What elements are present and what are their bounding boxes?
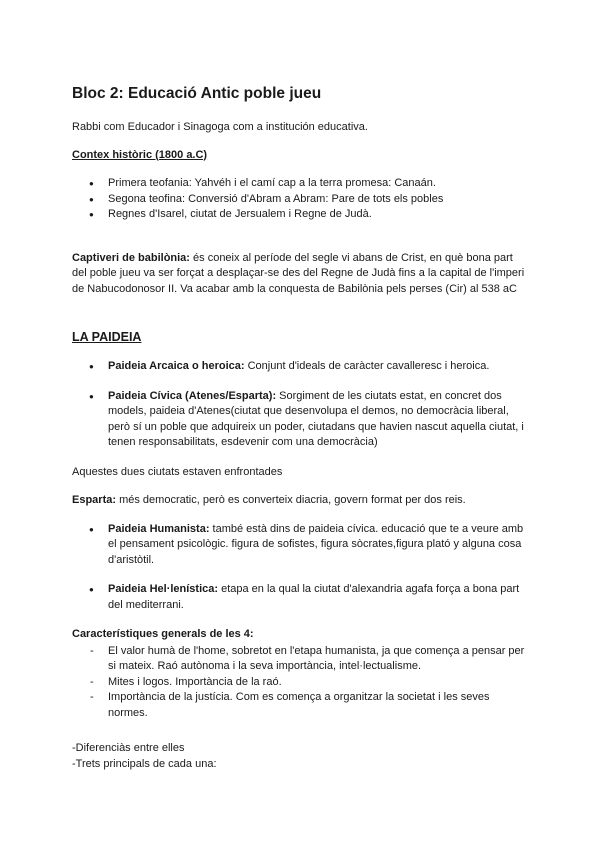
list-item xyxy=(72,359,530,375)
item-text: també està dins de paideia cívica. educació que te a veure amb el pensament psicològic. figura de sofistes, figura sòcrates,figura plató y alguna cosa d'aristòtil. xyxy=(108,522,524,566)
item-label: Paideia Hel·lenística: xyxy=(108,583,219,595)
list-item xyxy=(72,389,530,451)
paideia-list-2 xyxy=(72,522,530,614)
context-heading: Contex històric (1800 a.C) xyxy=(72,148,208,161)
list-item: ● Segona teofina: Conversió d'Abram a Abram: Pare de tots els pobles xyxy=(72,192,530,208)
list-item xyxy=(72,522,530,569)
context-list xyxy=(72,176,530,223)
list-item: - Mites i logos. Importància de la raó. xyxy=(72,675,530,691)
item-text: Sorgiment de les ciutats estat, en concret dos models, paideia d'Atenes(ciutat que desenvolupa el demos, no democràcia liberal, però sí un poble que adquireix un poder, ciutadans que havien nascut aquella ciutat, i tenen responsabilitats, esdevenir com una democràcia) xyxy=(108,389,524,448)
footer-line: -Diferenciàs entre elles xyxy=(72,742,185,754)
list-item: - El valor humà de l'home, sobretot en l'etapa humanista, ja que comença a pensar per si mateix. Raó autònoma i la seva importància, intel·lectualisme. xyxy=(72,644,530,675)
item-text: Conjunt d'ideals de caràcter cavalleresc i heroica. xyxy=(244,360,490,372)
list-item: ● Regnes d'Isarel, ciutat de Jersualem i Regne de Judà. xyxy=(72,207,530,223)
note-text: Aquestes dues ciutats estaven enfrontades xyxy=(72,465,283,478)
paideia-list-1 xyxy=(72,359,530,451)
esparta-paragraph xyxy=(72,493,530,509)
footer-line: -Trets principals de cada una: xyxy=(72,757,217,770)
list-item: ● Primera teofania: Yahvéh i el camí cap a la terra promesa: Canaán. xyxy=(72,176,530,192)
item-label: Paideia Humanista: xyxy=(108,522,210,535)
item-text: etapa en la qual la ciutat d'alexandria agafa força a bona part del mediterrani. xyxy=(108,583,520,611)
features-heading: Característiques generals de les 4: xyxy=(72,628,254,640)
esparta-text: més democratic, però es converteix diacria, govern format per dos reis. xyxy=(116,494,466,506)
item-label: Paideia Arcaica o heroica: xyxy=(108,360,245,372)
features-list xyxy=(72,644,530,722)
list-item xyxy=(72,582,530,613)
document-title: Bloc 2: Educació Antic poble jueu xyxy=(72,85,322,102)
intro-text: Rabbi com Educador i Sinagoga com a institución educativa. xyxy=(72,121,368,133)
item-label: Paideia Cívica (Atenes/Esparta): xyxy=(108,389,277,402)
paideia-heading: LA PAIDEIA xyxy=(72,330,142,344)
captiveri-text: és coneix al període del segle vi abans de Crist, en què bona part del poble jueu va ser forçat a desplaçar-se des del Regne de Judà fins a la capital de l'imperi de Nabucodonosor II. Va acabar amb la conquesta de Babilònia pels perses (Cir) al 538 aC xyxy=(72,251,525,295)
esparta-label: Esparta: xyxy=(72,494,117,506)
captiveri-paragraph xyxy=(72,251,530,298)
list-item: - Importància de la justícia. Com es comença a organitzar la societat i les seves normes. xyxy=(72,690,530,721)
captiveri-label: Captiveri de babilònia: xyxy=(72,251,190,264)
